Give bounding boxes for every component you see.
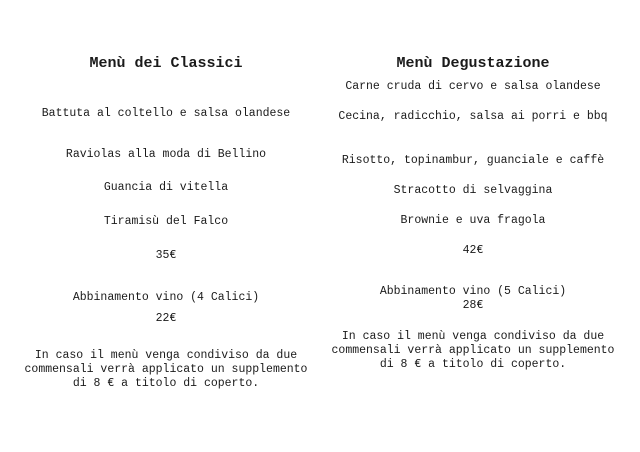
degustazione-dish-1: Carne cruda di cervo e salsa olandese	[345, 80, 601, 93]
classici-price: 35€	[155, 249, 177, 262]
classici-wine-label: Abbinamento vino (4 Calici)	[72, 291, 260, 304]
degustazione-note: In caso il menù venga condiviso da due commensali verrà applicato un supplemento di 8 € a titolo di coperto.	[331, 330, 615, 371]
degustazione-dish-3: Risotto, topinambur, guanciale e caffè	[341, 154, 605, 167]
menu-classici-title: Menù dei Classici	[89, 55, 243, 72]
classici-dish-3: Guancia di vitella	[103, 181, 229, 194]
degustazione-dish-5: Brownie e uva fragola	[400, 214, 546, 227]
degustazione-wine-price: 28€	[462, 299, 484, 312]
degustazione-dish-4: Stracotto di selvaggina	[393, 184, 553, 197]
degustazione-wine-label: Abbinamento vino (5 Calici)	[379, 285, 567, 298]
classici-dish-4: Tiramisù del Falco	[103, 215, 229, 228]
classici-note: In caso il menù venga condiviso da due commensali verrà applicato un supplemento di 8 € a titolo di coperto.	[24, 349, 308, 390]
classici-dish-1: Battuta al coltello e salsa olandese	[41, 107, 291, 120]
menu-degustazione-title: Menù Degustazione	[396, 55, 550, 72]
degustazione-price: 42€	[462, 244, 484, 257]
classici-dish-2: Raviolas alla moda di Bellino	[65, 148, 267, 161]
classici-wine-price: 22€	[155, 312, 177, 325]
degustazione-dish-2: Cecina, radicchio, salsa ai porri e bbq	[338, 110, 608, 123]
